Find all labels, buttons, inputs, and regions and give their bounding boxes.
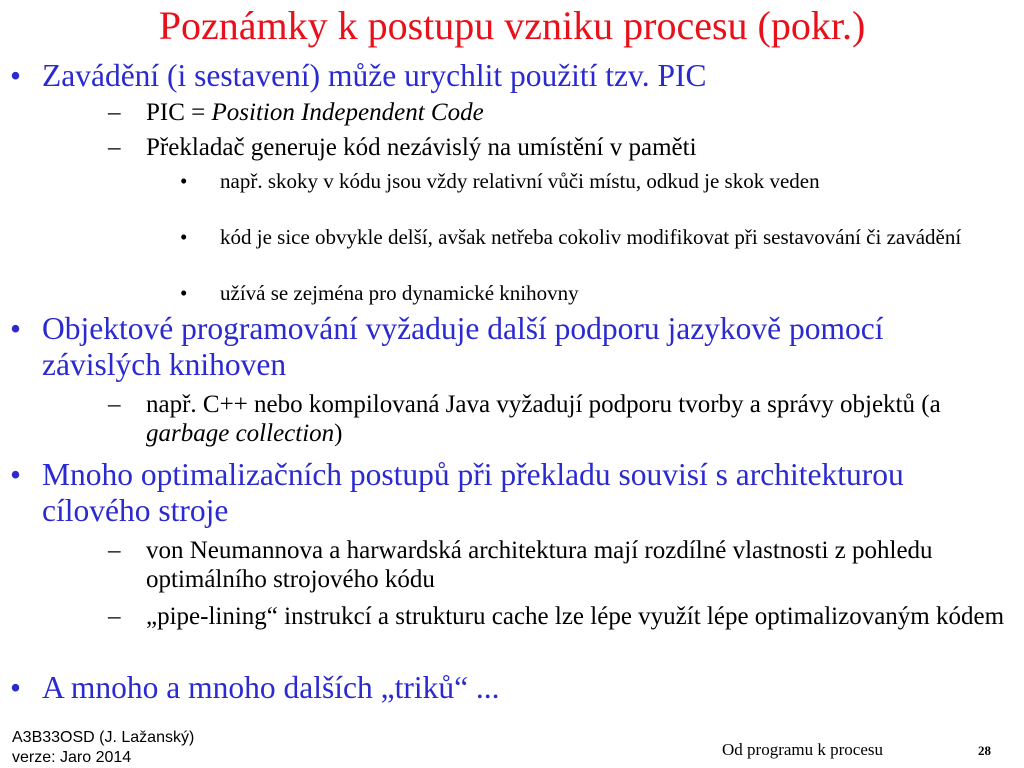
bullet-dot: • xyxy=(180,281,188,305)
bullet-dot: • xyxy=(10,670,22,705)
subbullet-pipelining xyxy=(108,602,1006,631)
bullet-pic xyxy=(10,58,1002,94)
footer-course-info xyxy=(12,728,194,768)
subbullet-pic-definition xyxy=(108,98,1006,127)
item-dynamic-libraries xyxy=(180,281,990,306)
bullet-dot: • xyxy=(180,169,188,193)
page-number: 28 xyxy=(978,743,991,758)
subbullet-italic: Position Independent Code xyxy=(211,99,484,126)
bullet-dot: • xyxy=(10,311,22,346)
footer-version-line: verze: Jaro 2014 xyxy=(12,749,132,766)
subbullet-prefix: např. C++ nebo kompilovaná Java vyžadují podporu tvorby a správy objektů (a xyxy=(146,391,941,418)
bullet-more-tricks xyxy=(10,670,1002,706)
subbullet-italic: garbage collection xyxy=(146,420,335,447)
item-text: např. skoky v kódu jsou vždy relativní vůči místu, odkud je skok veden xyxy=(220,169,820,193)
dash-marker: – xyxy=(108,603,121,630)
bullet-text: A mnoho a mnoho dalších „triků“ ... xyxy=(42,670,500,705)
dash-marker: – xyxy=(108,391,121,418)
bullet-text: Mnoho optimalizačních postupů při překladu souvisí s architekturou cílového stroje xyxy=(42,457,904,528)
subbullet-text: Překladač generuje kód nezávislý na umístění v paměti xyxy=(146,134,697,161)
subbullet-prefix: PIC = xyxy=(146,99,212,126)
bullet-oop xyxy=(10,311,1002,383)
subbullet-text: „pipe-lining“ instrukcí a strukturu cache lze lépe využít lépe optimalizovaným kódem xyxy=(146,603,1005,630)
bullet-text: Zavádění (i sestavení) může urychlit použití tzv. PIC xyxy=(42,58,707,93)
bullet-optimization xyxy=(10,457,1002,529)
bullet-dot: • xyxy=(10,457,22,492)
dash-marker: – xyxy=(108,537,121,564)
dash-marker: – xyxy=(108,99,121,126)
subbullet-architectures xyxy=(108,536,1006,594)
footer-course-line: A3B33OSD (J. Lažanský) xyxy=(12,729,195,746)
dash-marker: – xyxy=(108,134,121,161)
subbullet-suffix: ) xyxy=(334,420,343,447)
item-relative-jumps xyxy=(180,169,990,194)
bullet-dot: • xyxy=(10,58,22,93)
subbullet-text: von Neumannova a harwardská architektura mají rozdílné vlastnosti z pohledu optimálního strojového kódu xyxy=(146,537,933,593)
bullet-dot: • xyxy=(180,225,188,249)
subbullet-cpp-java xyxy=(108,390,1006,448)
slide-title: Poznámky k postupu vzniku procesu (pokr.) xyxy=(158,3,866,48)
item-text: kód je sice obvykle delší, avšak netřeba cokoliv modifikovat při sestavování či zavádění xyxy=(220,225,962,249)
item-longer-code xyxy=(180,225,990,250)
bullet-text: Objektové programování vyžaduje další podporu jazykově pomocí závislých knihoven xyxy=(42,311,884,382)
footer-section-title: Od programu k procesu xyxy=(722,740,883,759)
item-text: užívá se zejména pro dynamické knihovny xyxy=(220,281,579,305)
subbullet-compiler xyxy=(108,133,1006,162)
